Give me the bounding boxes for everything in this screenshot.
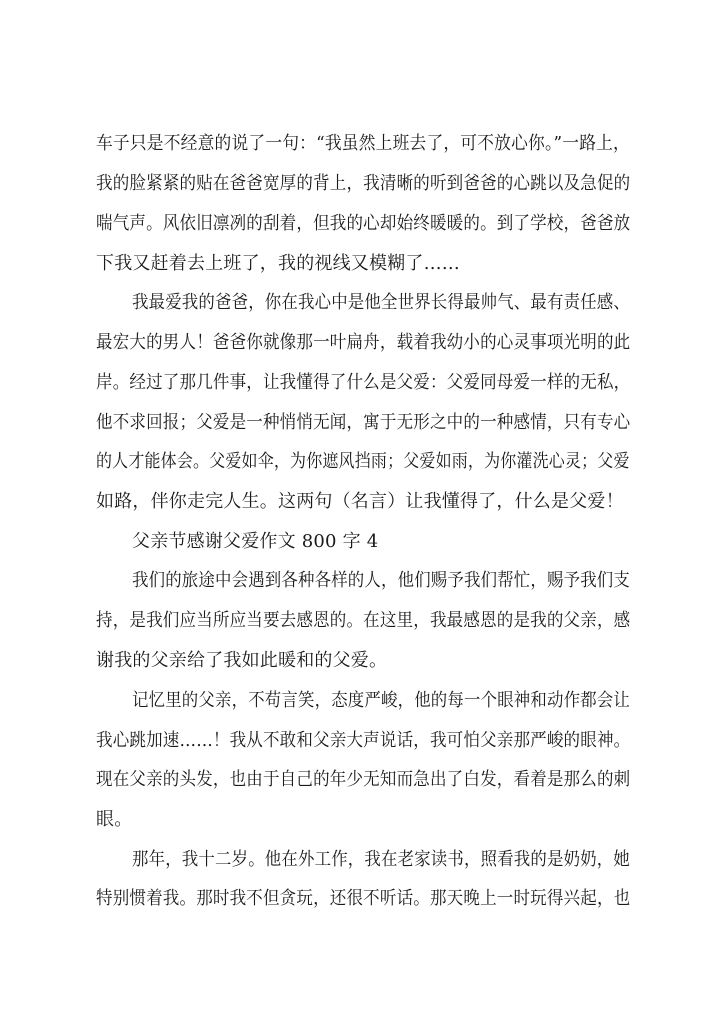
- paragraph-5-line-2: 特别惯着我。那时我不但贪玩，还很不听话。那天晚上一时玩得兴起，也: [96, 888, 631, 909]
- paragraph-2-line-4: 他不求回报；父爱是一种悄悄无闻，寓于无形之中的一种感情，只有专心: [96, 412, 631, 433]
- paragraph-1-line-1: 车子只是不经意的说了一句：“我虽然上班去了，可不放心你。”一路上，: [96, 133, 631, 154]
- paragraph-2-line-3: 岸。经过了那几件事，让我懂得了什么是父爱：父爱同母爱一样的无私，: [96, 372, 631, 393]
- paragraph-2-line-6: 如路，伴你走完人生。这两句（名言）让我懂得了，什么是父爱！: [96, 491, 624, 512]
- section-heading: 父亲节感谢父爱作文 800 字 4: [132, 531, 379, 552]
- paragraph-4-line-3: 现在父亲的头发，也由于自己的年少无知而急出了白发，看着是那么的刺: [96, 769, 631, 790]
- paragraph-4-line-2: 我心跳加速……！我从不敢和父亲大声说话，我可怕父亲那严峻的眼神。: [96, 730, 631, 751]
- paragraph-3-line-2: 持，是我们应当所应当要去感恩的。在这里，我最感恩的是我的父亲，感: [96, 610, 631, 631]
- paragraph-2-line-2: 最宏大的男人！爸爸你就像那一叶扁舟，载着我幼小的心灵事项光明的此: [96, 332, 631, 353]
- paragraph-3-line-3: 谢我的父亲给了我如此暖和的父爱。: [96, 650, 388, 671]
- paragraph-1-line-2: 我的脸紧紧的贴在爸爸宽厚的背上，我清晰的听到爸爸的心跳以及急促的: [96, 173, 631, 194]
- paragraph-1-line-4: 下我又赶着去上班了，我的视线又模糊了……: [96, 253, 460, 274]
- paragraph-4-line-4: 眼。: [96, 809, 133, 830]
- paragraph-2-line-5: 的人才能体会。父爱如伞，为你遮风挡雨；父爱如雨，为你灌洗心灵；父爱: [96, 451, 630, 472]
- paragraph-2-line-1: 我最爱我的爸爸，你在我心中是他全世界长得最帅气、最有责任感、: [132, 292, 631, 313]
- paragraph-1-line-3: 喘气声。风依旧凛冽的刮着，但我的心却始终暖暖的。到了学校，爸爸放: [96, 213, 631, 234]
- paragraph-4-line-1: 记忆里的父亲，不苟言笑，态度严峻，他的每一个眼神和动作都会让: [132, 690, 631, 711]
- paragraph-3-line-1: 我们的旅途中会遇到各种各样的人，他们赐予我们帮忙，赐予我们支: [132, 570, 631, 591]
- paragraph-5-line-1: 那年，我十二岁。他在外工作，我在老家读书，照看我的是奶奶，她: [132, 849, 631, 870]
